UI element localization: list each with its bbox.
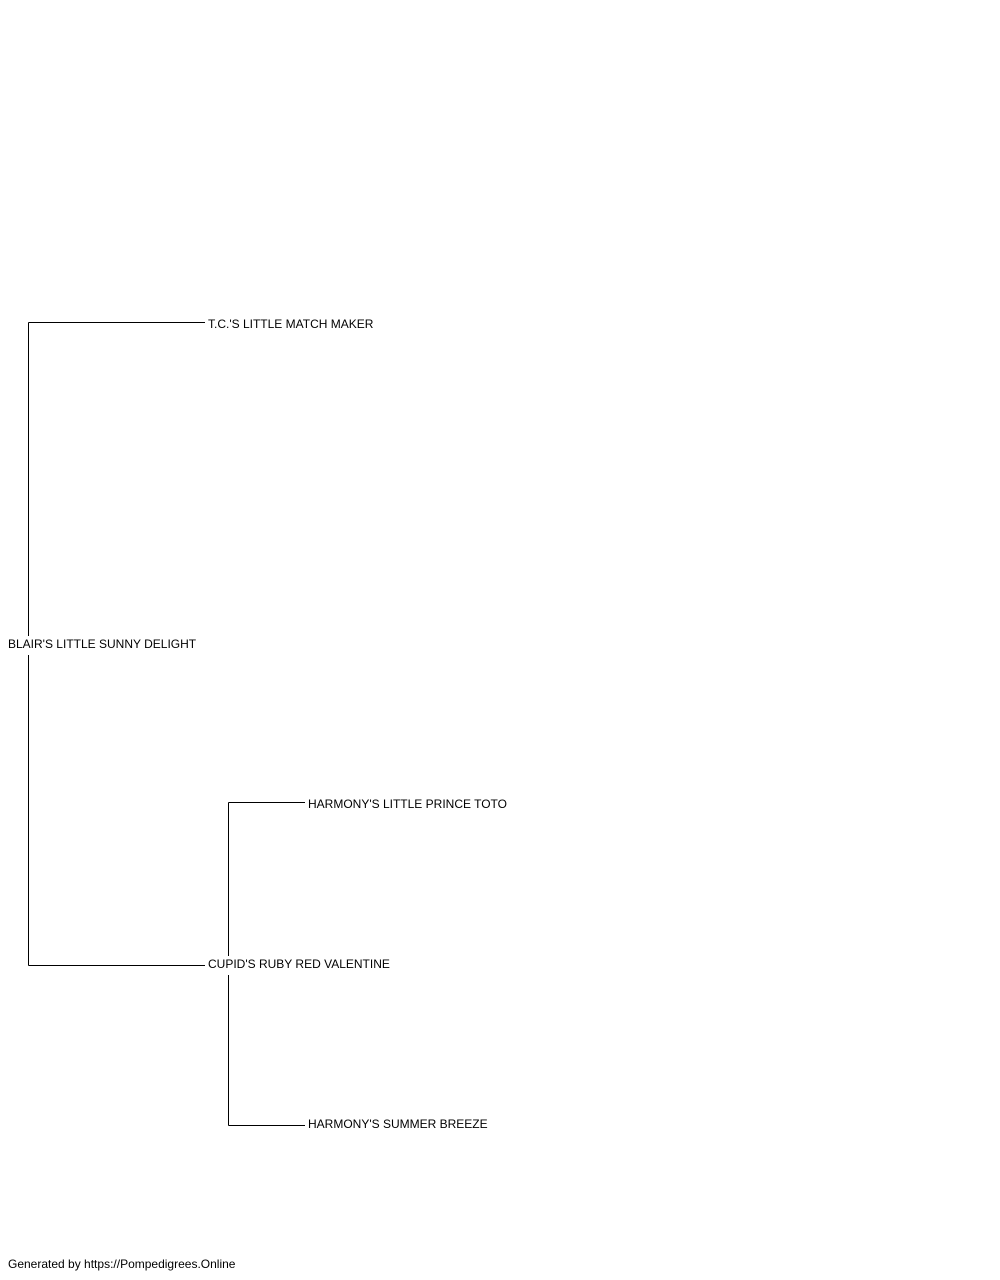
pedigree-sire-name: T.C.'S LITTLE MATCH MAKER: [208, 317, 374, 331]
pedigree-subject-name: BLAIR'S LITTLE SUNNY DELIGHT: [8, 637, 197, 651]
generated-by-footer: Generated by https://Pompedigrees.Online: [8, 1257, 236, 1271]
pedigree-dam-sire-name: HARMONY'S LITTLE PRINCE TOTO: [308, 797, 507, 811]
pedigree-dam-name: CUPID'S RUBY RED VALENTINE: [208, 957, 390, 971]
pedigree-dam-dam-name: HARMONY'S SUMMER BREEZE: [308, 1117, 488, 1131]
